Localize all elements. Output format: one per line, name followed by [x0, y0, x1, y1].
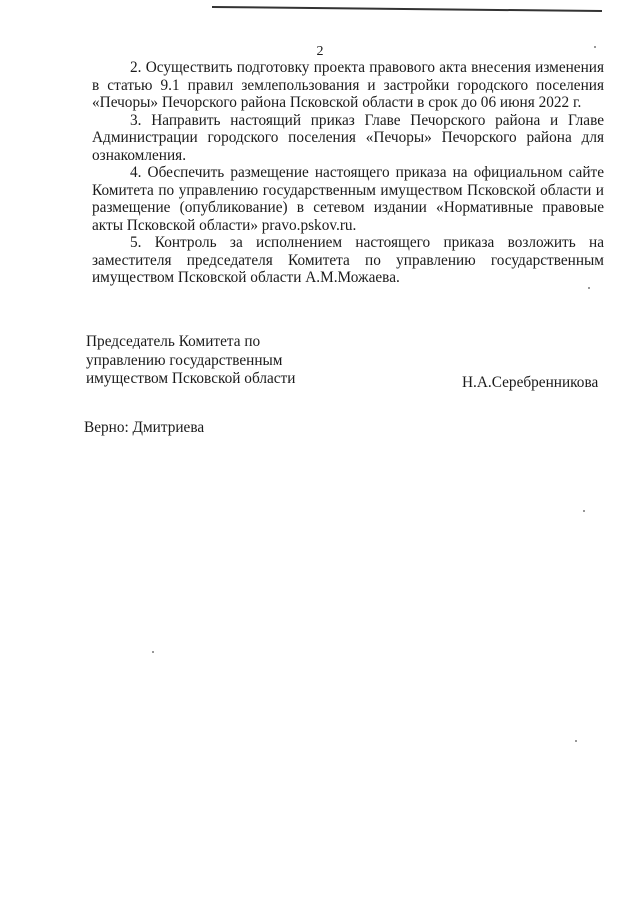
- verified-note: Верно: Дмитриева: [84, 419, 205, 436]
- paragraph-item-4: 4. Обеспечить размещение настоящего приказа на официальном сайте Комитета по управлению государственным имуществом Псковской области и размещение (опубликование) в сетевом издании «Нормативные правовые акты Псковской области» pravo.pskov.ru.: [92, 164, 604, 234]
- page-number: 2: [316, 44, 324, 59]
- paragraph-item-2: 2. Осуществить подготовку проекта правового акта внесения изменения в статью 9.1 правил землепользования и застройки городского поселения «Печоры» Печорского района Псковской области в срок до 06 июня 2022 г.: [92, 59, 604, 111]
- signer-name: Н.А.Серебренникова: [462, 374, 599, 391]
- scan-speck: [588, 287, 590, 289]
- paragraph-item-5: 5. Контроль за исполнением настоящего приказа возложить на заместителя председателя Комитета по управлению государственным имуществом Псковской области А.М.Можаева.: [92, 234, 604, 286]
- signature-title-line: Председатель Комитета по: [86, 333, 261, 350]
- signature-title-line: имуществом Псковской области: [86, 370, 296, 387]
- scan-speck: [575, 740, 577, 742]
- signature-title-line: управлению государственным: [86, 351, 283, 369]
- signature-title: [86, 333, 295, 389]
- scan-speck: [594, 46, 596, 48]
- scan-speck: [152, 651, 154, 653]
- paragraph-item-3: 3. Направить настоящий приказ Главе Печорского района и Главе Администрации городского поселения «Печоры» Печорского района для ознакомления.: [92, 111, 604, 164]
- scan-speck: [583, 510, 585, 512]
- document-body: [92, 59, 604, 287]
- scan-edge-line: [212, 6, 602, 12]
